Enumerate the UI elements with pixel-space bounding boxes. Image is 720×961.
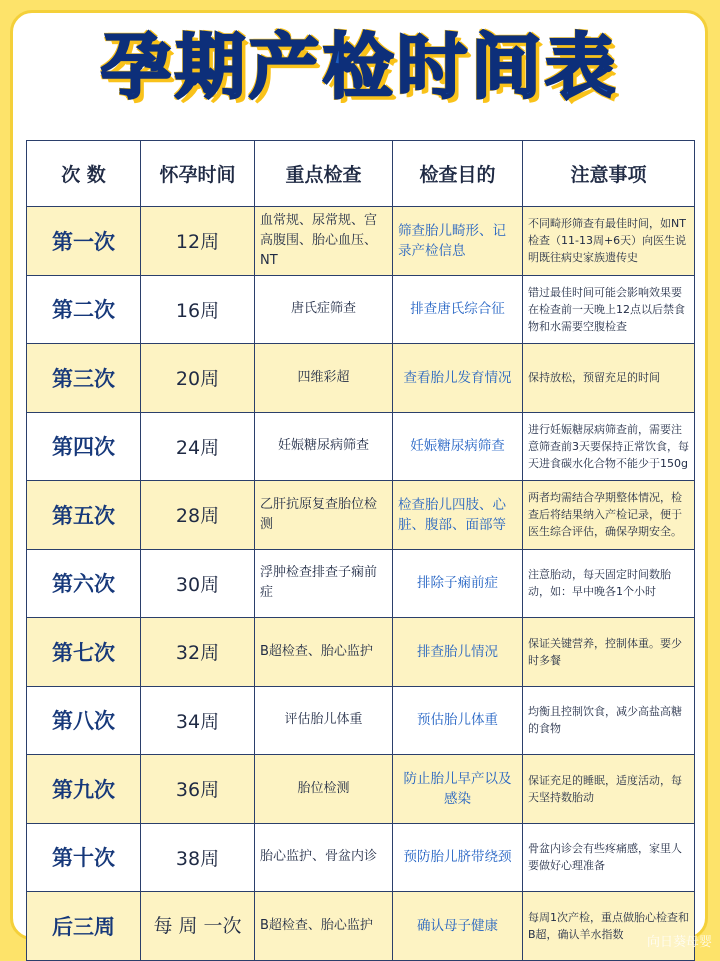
- row-count: 第十次: [27, 823, 141, 892]
- row-check: B超检查、胎心监护: [255, 892, 393, 961]
- row-week: 28周: [141, 481, 255, 550]
- table-row: [27, 755, 695, 824]
- row-purpose: 防止胎儿早产以及感染: [393, 755, 523, 824]
- watermark: 向日葵母婴: [646, 935, 712, 950]
- row-count: 第四次: [27, 412, 141, 481]
- table-row: [27, 686, 695, 755]
- header-check: 重点检查: [255, 141, 393, 207]
- row-purpose: 检查胎儿四肢、心脏、腹部、面部等: [393, 481, 523, 550]
- row-week: 12周: [141, 207, 255, 276]
- header-note: 注意事项: [523, 141, 695, 207]
- table-header-row: [27, 141, 695, 207]
- table-row: [27, 207, 695, 276]
- row-week: 20周: [141, 344, 255, 413]
- row-week: 30周: [141, 549, 255, 618]
- row-check: 胎心监护、骨盆内诊: [255, 823, 393, 892]
- row-check: B超检查、胎心监护: [255, 618, 393, 687]
- table-row: [27, 549, 695, 618]
- table-row: [27, 892, 695, 961]
- row-count: 第七次: [27, 618, 141, 687]
- row-note: 均衡且控制饮食，减少高盐高糖的食物: [523, 686, 695, 755]
- row-count: 第三次: [27, 344, 141, 413]
- row-note: 注意胎动，每天固定时间数胎动，如：早中晚各1个小时: [523, 549, 695, 618]
- row-purpose: 排查胎儿情况: [393, 618, 523, 687]
- row-week: 24周: [141, 412, 255, 481]
- row-note: 每周1次产检，重点做胎心检查和B超，确认羊水指数: [523, 892, 695, 961]
- row-count: 第九次: [27, 755, 141, 824]
- row-count: 后三周: [27, 892, 141, 961]
- row-count: 第一次: [27, 207, 141, 276]
- row-count: 第六次: [27, 549, 141, 618]
- header-week: 怀孕时间: [141, 141, 255, 207]
- row-check: 四维彩超: [255, 344, 393, 413]
- row-check: 评估胎儿体重: [255, 686, 393, 755]
- row-check: 血常规、尿常规、宫高腹围、胎心血压、NT: [255, 207, 393, 276]
- row-note: 保证充足的睡眠，适度活动，每天坚持数胎动: [523, 755, 695, 824]
- row-note: 不同畸形筛查有最佳时间，如NT检查（11-13周+6天）向医生说明既往病史家族遗传史: [523, 207, 695, 276]
- row-count: 第二次: [27, 275, 141, 344]
- row-purpose: 确认母子健康: [393, 892, 523, 961]
- row-check: 乙肝抗原复查胎位检测: [255, 481, 393, 550]
- row-week: 38周: [141, 823, 255, 892]
- table-row: [27, 275, 695, 344]
- row-purpose: 预防胎儿脐带绕颈: [393, 823, 523, 892]
- row-check: 浮肿检查排查子痫前症: [255, 549, 393, 618]
- table-row: [27, 823, 695, 892]
- row-purpose: 排除子痫前症: [393, 549, 523, 618]
- row-check: 唐氏症筛查: [255, 275, 393, 344]
- row-note: 进行妊娠糖尿病筛查前，需要注意筛查前3天要保持正常饮食，每天进食碳水化合物不能少于150g: [523, 412, 695, 481]
- row-week: 16周: [141, 275, 255, 344]
- row-purpose: 查看胎儿发育情况: [393, 344, 523, 413]
- row-purpose: 妊娠糖尿病筛查: [393, 412, 523, 481]
- row-note: 两者均需结合孕期整体情况，检查后将结果纳入产检记录，便于医生综合评估，确保孕期安全。: [523, 481, 695, 550]
- row-purpose: 排查唐氏综合征: [393, 275, 523, 344]
- row-week: 32周: [141, 618, 255, 687]
- row-count: 第八次: [27, 686, 141, 755]
- table-row: [27, 618, 695, 687]
- checkup-table: [26, 140, 695, 961]
- row-week: 每 周 一次: [141, 892, 255, 961]
- row-purpose: 筛查胎儿畸形、记录产检信息: [393, 207, 523, 276]
- row-check: 妊娠糖尿病筛查: [255, 412, 393, 481]
- row-note: 保持放松，预留充足的时间: [523, 344, 695, 413]
- row-check: 胎位检测: [255, 755, 393, 824]
- page-title: 孕期产检时间表: [101, 26, 619, 108]
- row-note: 骨盆内诊会有些疼痛感，家里人要做好心理准备: [523, 823, 695, 892]
- row-purpose: 预估胎儿体重: [393, 686, 523, 755]
- table-row: [27, 412, 695, 481]
- table-row: [27, 481, 695, 550]
- row-note: 错过最佳时间可能会影响效果要在检查前一天晚上12点以后禁食物和水需要空腹检查: [523, 275, 695, 344]
- header-count: 次 数: [27, 141, 141, 207]
- row-count: 第五次: [27, 481, 141, 550]
- row-week: 36周: [141, 755, 255, 824]
- row-week: 34周: [141, 686, 255, 755]
- row-note: 保证关键营养，控制体重。要少时多餐: [523, 618, 695, 687]
- table-row: [27, 344, 695, 413]
- header-purpose: 检查目的: [393, 141, 523, 207]
